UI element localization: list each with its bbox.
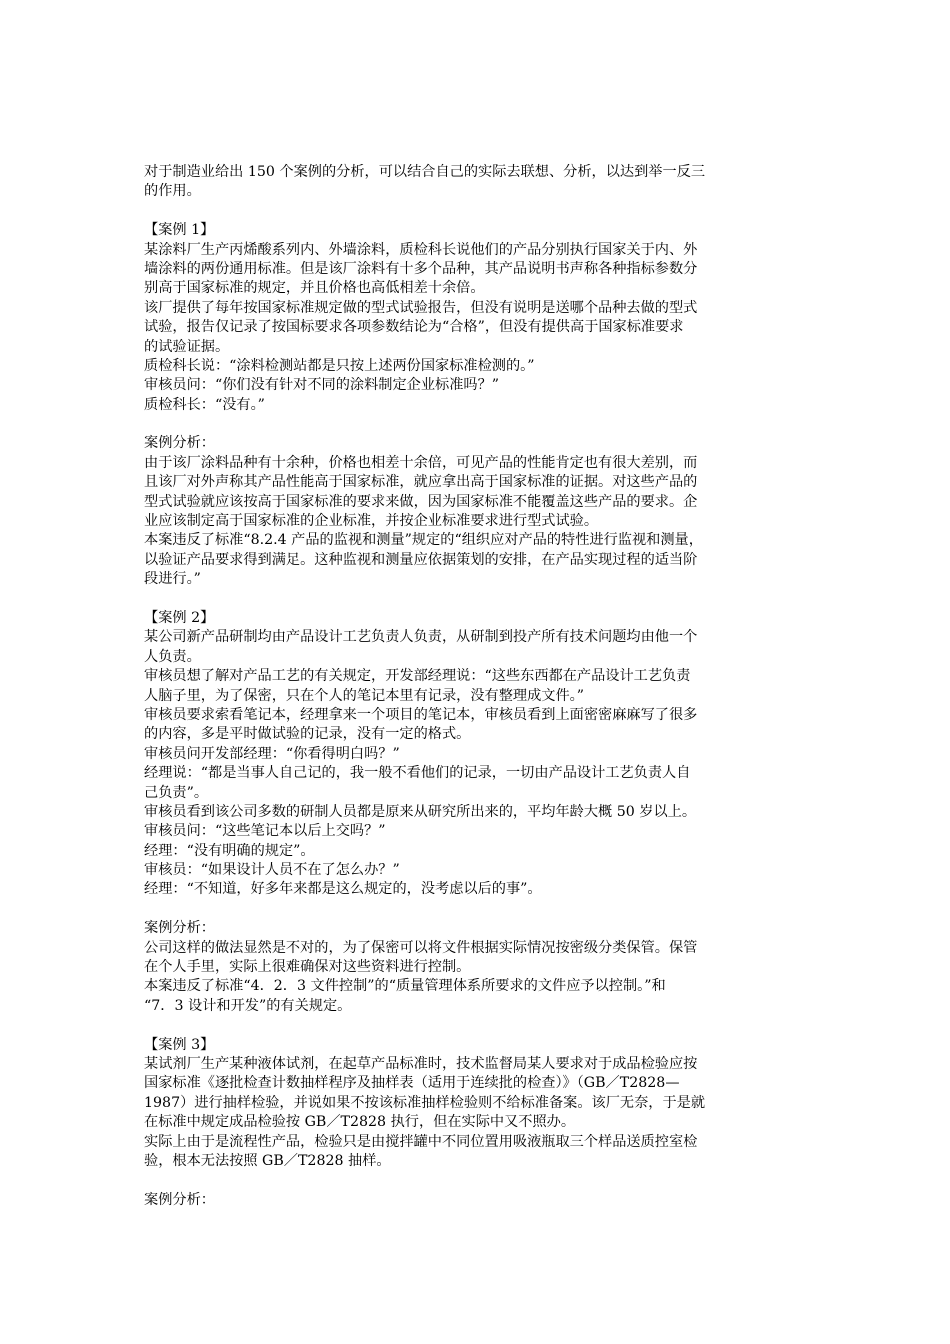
text-line: 人负责。 (144, 648, 201, 665)
text-line: 审核员想了解对产品工艺的有关规定，开发部经理说：“这些东西都在产品设计工艺负责 (144, 668, 691, 685)
text-line: 经理：“不知道，好多年来都是这么规定的，没考虑以后的事”。 (144, 881, 542, 898)
blank-line (144, 1016, 808, 1035)
text-line: 1987）进行抽样检验，并说如果不按该标准抽样检验则不给标准备案。该厂无奈，于是就 (144, 1094, 706, 1111)
text-line: 对于制造业给出 150 个案例的分析，可以结合自己的实际去联想、分析，以达到举一反三 (144, 164, 706, 180)
text-line: 以验证产品要求得到满足。这种监视和测量应依据策划的安排，在产品实现过程的适当阶 (144, 551, 698, 568)
text-line: 段进行。” (144, 571, 201, 588)
text-line: 审核员看到该公司多数的研制人员都是原来从研究所出来的，平均年龄大概 50 岁以上。 (144, 803, 697, 820)
case-3-section (144, 1036, 808, 1211)
text-line: 公司这样的做法显然是不对的，为了保密可以将文件根据实际情况按密级分类保管。保管 (144, 939, 698, 956)
text-line: 国家标准《逐批检查计数抽样程序及抽样表（适用于连续批的检查）》（GB／T2828— (144, 1075, 680, 1092)
text-line: 别高于国家标准的规定，并且价格也高低相差十余倍。 (144, 280, 485, 297)
text-line: 在个人手里，实际上很难确保对这些资料进行控制。 (144, 959, 471, 976)
text-line: 该厂提供了每年按国家标准规定做的型式试验报告，但没有说明是送哪个品种去做的型式 (144, 299, 698, 316)
text-line: 型式试验就应该按高于国家标准的要求来做，因为国家标准不能覆盖这些产品的要求。企 (144, 493, 698, 510)
text-line: 某公司新产品研制均由产品设计工艺负责人负责，从研制到投产所有技术问题均由他一个 (144, 629, 698, 646)
text-line: 由于该厂涂料品种有十余种，价格也相差十余倍，可见产品的性能肯定也有很大差别，而 (144, 454, 698, 471)
text-line: 审核员要求索看笔记本，经理拿来一个项目的笔记本，审核员看到上面密密麻麻写了很多 (144, 706, 698, 723)
blank-line (144, 415, 808, 434)
text-line: 业应该制定高于国家标准的企业标准，并按企业标准要求进行型式试验。 (144, 513, 599, 530)
text-line: 审核员：“如果设计人员不在了怎么办？” (144, 862, 400, 879)
text-line: 质检科长说：“涂料检测站都是只按上述两份国家标准检测的。” (144, 357, 535, 374)
text-line: “7．3 设计和开发”的有关规定。 (144, 997, 352, 1014)
blank-line (144, 900, 808, 919)
case-2-analysis-title: 案例分析： (144, 920, 215, 937)
text-line: 验，根本无法按照 GB／T2828 抽样。 (144, 1152, 391, 1169)
text-line: 质检科长：“没有。” (144, 396, 265, 413)
text-line: 某涂料厂生产丙烯酸系列内、外墙涂料，质检科长说他们的产品分别执行国家关于内、外 (144, 241, 698, 258)
text-line: 本案违反了标准“4．2．3 文件控制”的“质量管理体系所要求的文件应予以控制。”和 (144, 978, 666, 995)
case-3-title: 【案例 3】 (144, 1036, 215, 1053)
text-line: 实际上由于是流程性产品，检验只是由搅拌罐中不同位置用吸液瓶取三个样品送质控室检 (144, 1133, 698, 1150)
text-line: 墙涂料的两份通用标准。但是该厂涂料有十多个品种，其产品说明书声称各种指标参数分 (144, 260, 698, 277)
text-line: 且该厂对外声称其产品性能高于国家标准，就应拿出高于国家标准的证据。对这些产品的 (144, 474, 698, 491)
case-3-analysis-title: 案例分析： (144, 1191, 215, 1208)
text-line: 某试剂厂生产某种液体试剂，在起草产品标准时，技术监督局某人要求对于成品检验应按 (144, 1055, 698, 1072)
text-line: 本案违反了标准“8.2.4 产品的监视和测量”规定的“组织应对产品的特性进行监视和测量， (144, 532, 703, 549)
text-line: 审核员问：“这些笔记本以后上交吗？” (144, 823, 386, 840)
text-line: 经理：“没有明确的规定”。 (144, 842, 315, 859)
case-1-title: 【案例 1】 (144, 222, 215, 239)
text-line: 的作用。 (144, 183, 201, 200)
text-line: 的试验证据。 (144, 338, 230, 355)
text-line: 己负责”。 (144, 784, 209, 801)
blank-line (144, 202, 808, 221)
blank-line (144, 1171, 808, 1190)
text-line: 在标准中规定成品检验按 GB／T2828 执行，但在实际中又不照办。 (144, 1114, 576, 1131)
text-line: 的内容，多是平时做试验的记录，没有一定的格式。 (144, 726, 471, 743)
case-1-analysis-title: 案例分析： (144, 435, 215, 452)
case-2-section (144, 609, 808, 1016)
document-page (144, 163, 808, 1210)
text-line: 试验，报告仅记录了按国标要求各项参数结论为“合格”，但没有提供高于国家标准要求 (144, 319, 684, 336)
text-line: 审核员问开发部经理：“你看得明白吗？” (144, 745, 400, 762)
text-line: 审核员问：“你们没有针对不同的涂料制定企业标准吗？” (144, 377, 500, 394)
text-line: 人脑子里，为了保密，只在个人的笔记本里有记录，没有整理成文件。” (144, 687, 584, 704)
case-2-title: 【案例 2】 (144, 609, 215, 626)
blank-line (144, 590, 808, 609)
text-line: 经理说：“都是当事人自己记的，我一般不看他们的记录，一切由产品设计工艺负责人自 (144, 765, 691, 782)
intro-paragraph (144, 163, 808, 202)
case-1-section (144, 221, 808, 589)
